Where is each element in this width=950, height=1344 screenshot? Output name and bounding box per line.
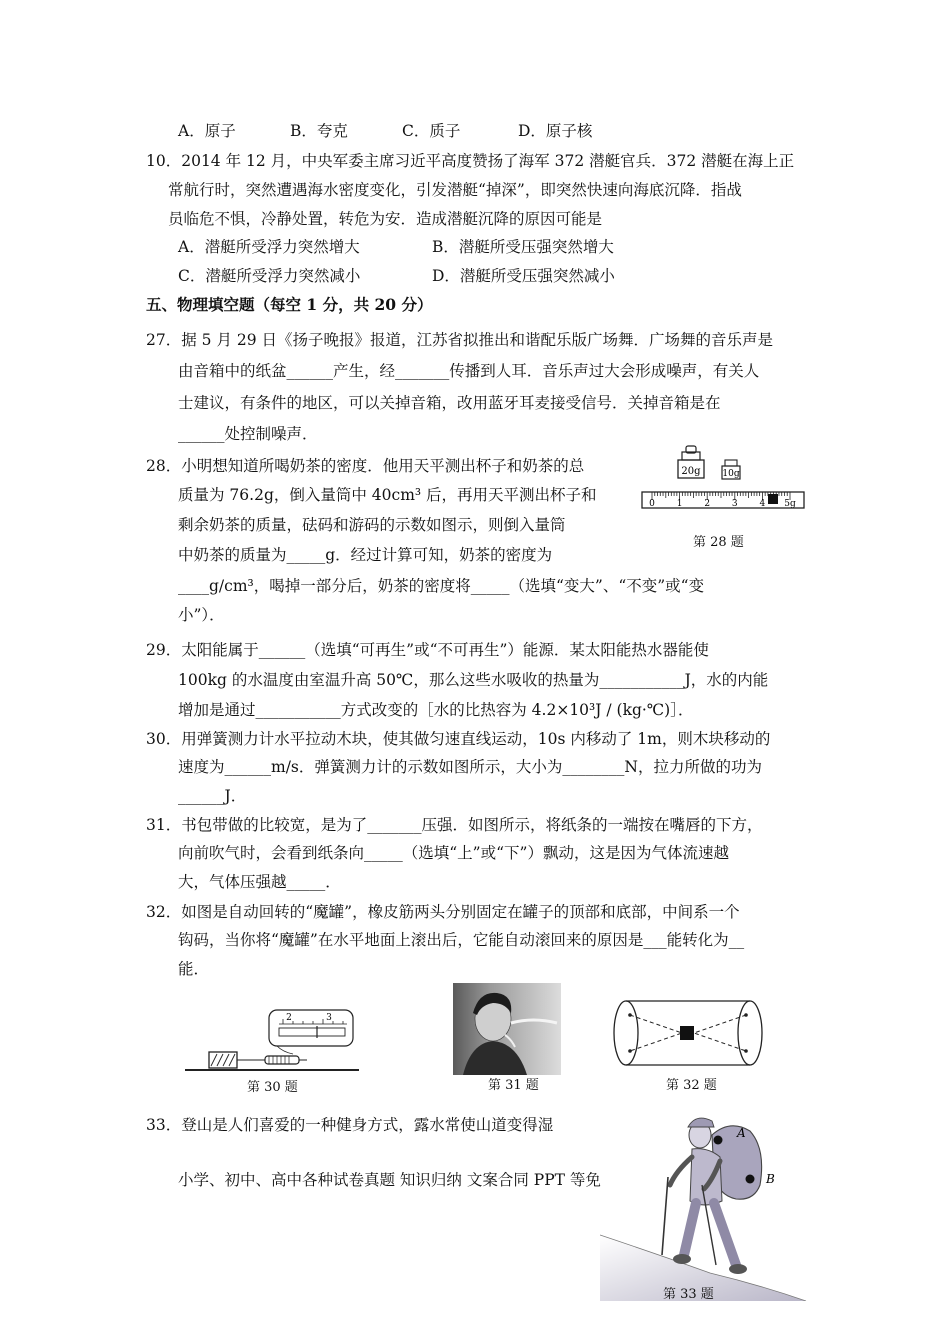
- q28-line-1: 28．小明想知道所喝奶茶的密度．他用天平测出杯子和奶茶的总: [146, 457, 585, 475]
- q10-line-3: 员临危不惧，冷静处置，转危为安．造成潜艇沉降的原因可能是: [168, 210, 603, 228]
- fig32-magic-can-figure: [610, 995, 766, 1071]
- footer-ad-text: 小学、初中、高中各种试卷真题 知识归纳 文案合同 PPT 等免: [178, 1171, 601, 1189]
- fig30-tick-3: 3: [326, 1013, 332, 1023]
- q27-line-2: 由音箱中的纸盆______产生，经_______传播到人耳．音乐声过大会形成噪声，有关人: [178, 362, 760, 380]
- q30-line-2: 速度为______m/s．弹簧测力计的示数如图所示，大小为________N，拉力所做的功为: [178, 758, 762, 776]
- q9-option-d: D．原子核: [518, 122, 593, 140]
- q9-option-b: B．夸克: [290, 122, 348, 140]
- q10-option-d: D．潜艇所受压强突然减小: [432, 267, 615, 285]
- q28-line-6: 小”）．: [178, 606, 225, 624]
- q29-line-1: 29．太阳能属于______（选填“可再生”或“不可再生”）能源．某太阳能热水器能使: [146, 641, 709, 659]
- fig28-balance-figure: [638, 440, 808, 510]
- q33-line-1: 33．登山是人们喜爱的一种健身方式，露水常使山道变得湿: [146, 1116, 554, 1134]
- q29-line-2: 100kg 的水温度由室温升高 50℃，那么这些水吸收的热量为___________J，水的内能: [178, 671, 769, 689]
- fig31-photo: [453, 983, 561, 1075]
- fig28-scale-label: 5g: [784, 499, 796, 509]
- q32-line-3: 能．: [178, 960, 210, 978]
- fig33-hiker-figure: [600, 1105, 810, 1301]
- q30-line-1: 30．用弹簧测力计水平拉动木块，使其做匀速直线运动，10s 内移动了 1m，则木块移动的: [146, 730, 771, 748]
- q30-line-3: ______J．: [178, 787, 247, 805]
- q31-line-2: 向前吹气时，会看到纸条向_____（选填“上”或“下”）飘动，这是因为气体流速越: [178, 844, 729, 862]
- q10-line-2: 常航行时，突然遭遇海水密度变化，引发潜艇“掉深”，即突然快速向海底沉降．指战: [168, 181, 742, 199]
- fig33-caption: 第 33 题: [663, 1287, 714, 1302]
- fig30-caption: 第 30 题: [247, 1080, 298, 1095]
- q28-line-4: 中奶茶的质量为_____g．经过计算可知，奶茶的密度为: [178, 546, 553, 564]
- q28-line-2: 质量为 76.2g，倒入量筒中 40cm³ 后，再用天平测出杯子和: [178, 486, 597, 504]
- q10-line-1: 10．2014 年 12 月，中央军委主席习近平高度赞扬了海军 372 潜艇官兵．372 潜艇在海上正: [146, 152, 795, 170]
- fig30-spring-scale-figure: [183, 1006, 363, 1076]
- q28-line-5: ____g/cm³，喝掉一部分后，奶茶的密度将_____（选填“变大”、“不变”或“变: [178, 577, 705, 595]
- q32-line-2: 钩码，当你将“魔罐”在水平地面上滚出后，它能自动滚回来的原因是___能转化为__: [178, 931, 745, 949]
- q29-line-3: 增加是通过___________方式改变的［水的比热容为 4.2×10³J / (kg·℃)］．: [178, 701, 694, 719]
- fig28-caption: 第 28 题: [693, 535, 744, 550]
- fig32-caption: 第 32 题: [666, 1078, 717, 1093]
- q27-line-3: 士建议，有条件的地区，可以关掉音箱，改用蓝牙耳麦接受信号．关掉音箱是在: [178, 394, 721, 412]
- q10-option-a: A．潜艇所受浮力突然增大: [178, 238, 360, 256]
- fig33-point-b-label: B: [766, 1172, 775, 1186]
- q31-line-3: 大，气体压强越_____．: [178, 873, 341, 891]
- q9-option-a: A．原子: [178, 122, 236, 140]
- q27-line-1: 27．据 5 月 29 日《扬子晚报》报道，江苏省拟推出和谐配乐版广场舞．广场舞的音乐声是: [146, 331, 774, 349]
- q9-option-c: C．质子: [402, 122, 461, 140]
- fig28-scale-label: 4: [759, 499, 766, 509]
- fig30-tick-2: 2: [286, 1013, 292, 1023]
- fig28-weight-20g-label: 20g: [681, 466, 701, 477]
- fig28-weight-10g-label: 10g: [722, 469, 740, 479]
- q28-line-3: 剩余奶茶的质量，砝码和游码的示数如图示，则倒入量筒: [178, 516, 566, 534]
- q10-option-c: C．潜艇所受浮力突然减小: [178, 267, 361, 285]
- fig28-scale-label: 3: [731, 499, 738, 509]
- q32-line-1: 32．如图是自动回转的“魔罐”，橡皮筋两头分别固定在罐子的顶部和底部，中间系一个: [146, 903, 740, 921]
- q27-line-4: ______处控制噪声．: [178, 425, 318, 443]
- q31-line-1: 31．书包带做的比较宽，是为了_______压强．如图所示，将纸条的一端按在嘴唇的下方，: [146, 816, 763, 834]
- section-title: 五、物理填空题（每空 1 分，共 20 分）: [146, 295, 433, 314]
- fig28-scale-label: 2: [704, 499, 711, 509]
- fig33-point-a-label: A: [737, 1126, 746, 1140]
- fig28-scale-label: 0: [649, 499, 655, 509]
- q10-option-b: B．潜艇所受压强突然增大: [432, 238, 614, 256]
- fig28-scale-label: 1: [676, 499, 683, 509]
- fig31-caption: 第 31 题: [488, 1078, 539, 1093]
